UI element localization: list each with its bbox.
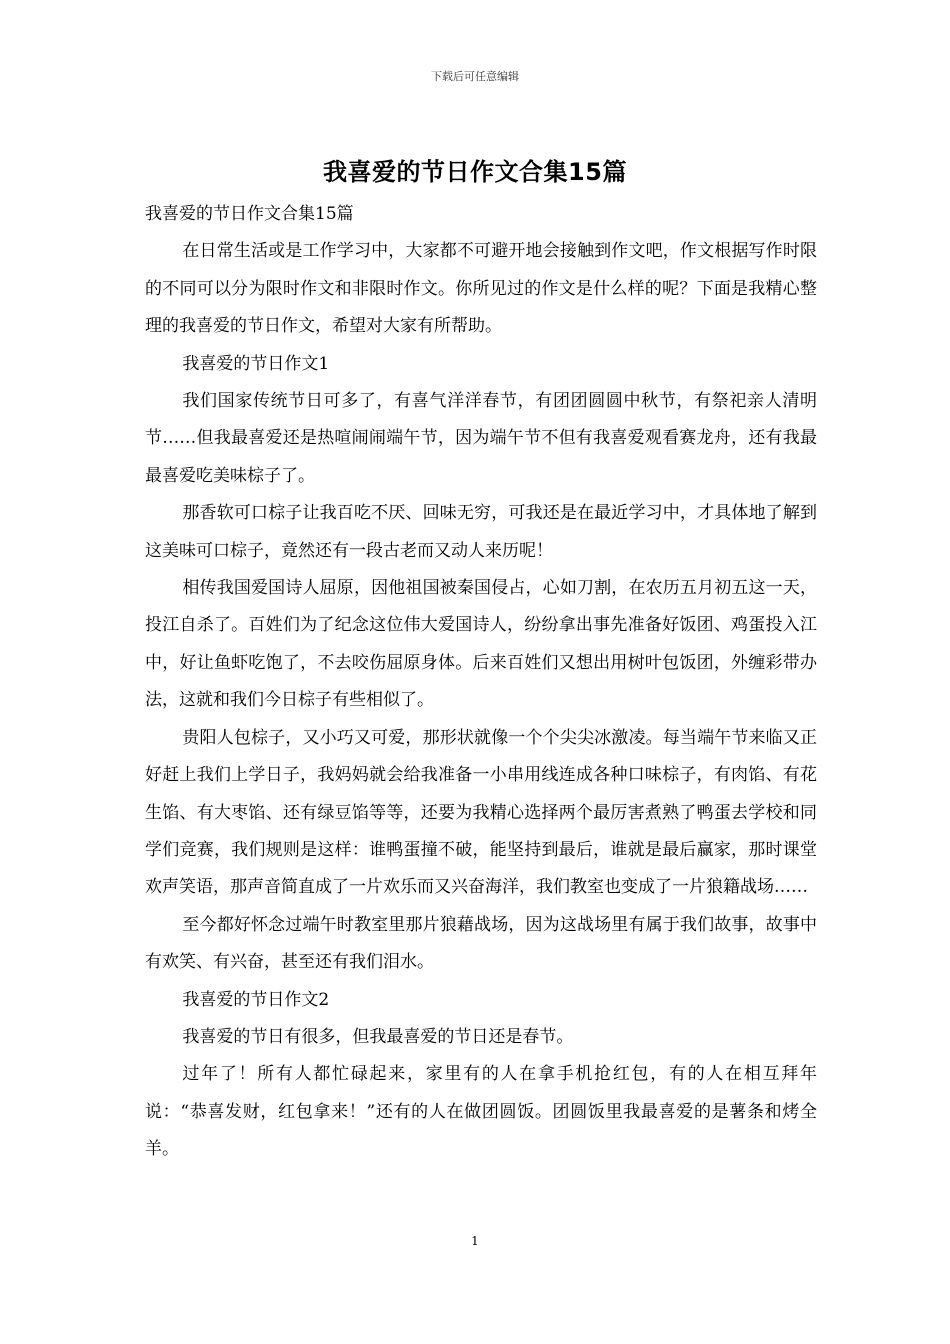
paragraph: 我们国家传统节日可多了，有喜气洋洋春节，有团团圆圆中秋节，有祭祀亲人清明节……但我最喜爱还是热喧闹闹端午节，因为端午节不但有我喜爱观看赛龙舟，还有我最最喜爱吃美味棕子了。 [145,391,817,486]
paragraph: 相传我国爱国诗人屈原，因他祖国被秦国侵占，心如刀割，在农历五月初五这一天，投江自杀了。百姓们为了纪念这位伟大爱国诗人，纷纷拿出事先准备好饭团、鸡蛋投入江中，好让鱼虾吃饱了，不去咬伤屈原身体。后来百姓们又想出用树叶包饭团，外缠彩带办法，这就和我们今日棕子有些相似了。 [145,578,817,711]
page-number: 1 [471,1234,479,1248]
paragraph: 至今都好怀念过端午时教室里那片狼藉战场，因为这战场里有属于我们故事，故事中有欢笑、有兴奋，甚至还有我们泪水。 [145,914,817,973]
paragraph: 过年了！所有人都忙碌起来，家里有的人在拿手机抢红包，有的人在相互拜年说：“恭喜发财，红包拿来！”还有的人在做团圆饭。团圆饭里我最喜爱的是薯条和烤全羊。 [145,1064,817,1160]
document-body [145,196,817,1169]
paragraph: 贵阳人包棕子，又小巧又可爱，那形状就像一个个尖尖冰激凌。每当端午节来临又正好赶上我们上学日子，我妈妈就会给我准备一小串用线连成各种口味棕子，有肉馅、有花生馅、有大枣馅、还有绿豆馅等等，还要为我精心选择两个最厉害煮熟了鸭蛋去学校和同学们竞赛，我们规则是这样：谁鸭蛋撞不破，能坚持到最后，谁就是最后赢家，那时课堂欢声笑语，那声音简直成了一片欢乐而又兴奋海洋，我们教室也变成了一片狼籍战场…… [145,727,817,898]
document-title: 我喜爱的节日作文合集15篇 [323,158,627,186]
document-subtitle: 我喜爱的节日作文合集15篇 [145,204,354,224]
paragraph: 我喜爱的节日有很多，但我最喜爱的节日还是春节。 [182,1026,574,1047]
section-heading-2: 我喜爱的节日作文2 [182,989,330,1010]
paragraph-intro: 在日常生活或是工作学习中，大家都不可避开地会接触到作文吧，作文根据写作时限的不同可以分为限时作文和非限时作文。你所见过的作文是什么样的呢？下面是我精心整理的我喜爱的节日作文，希望对大家有所帮助。 [145,241,817,337]
header-note: 下载后可任意编辑 [431,70,519,83]
paragraph: 那香软可口棕子让我百吃不厌、回味无穷，可我还是在最近学习中，才具体地了解到这美味可口棕子，竟然还有一段古老而又动人来历呢！ [145,503,817,561]
section-heading-1: 我喜爱的节日作文1 [182,353,330,374]
